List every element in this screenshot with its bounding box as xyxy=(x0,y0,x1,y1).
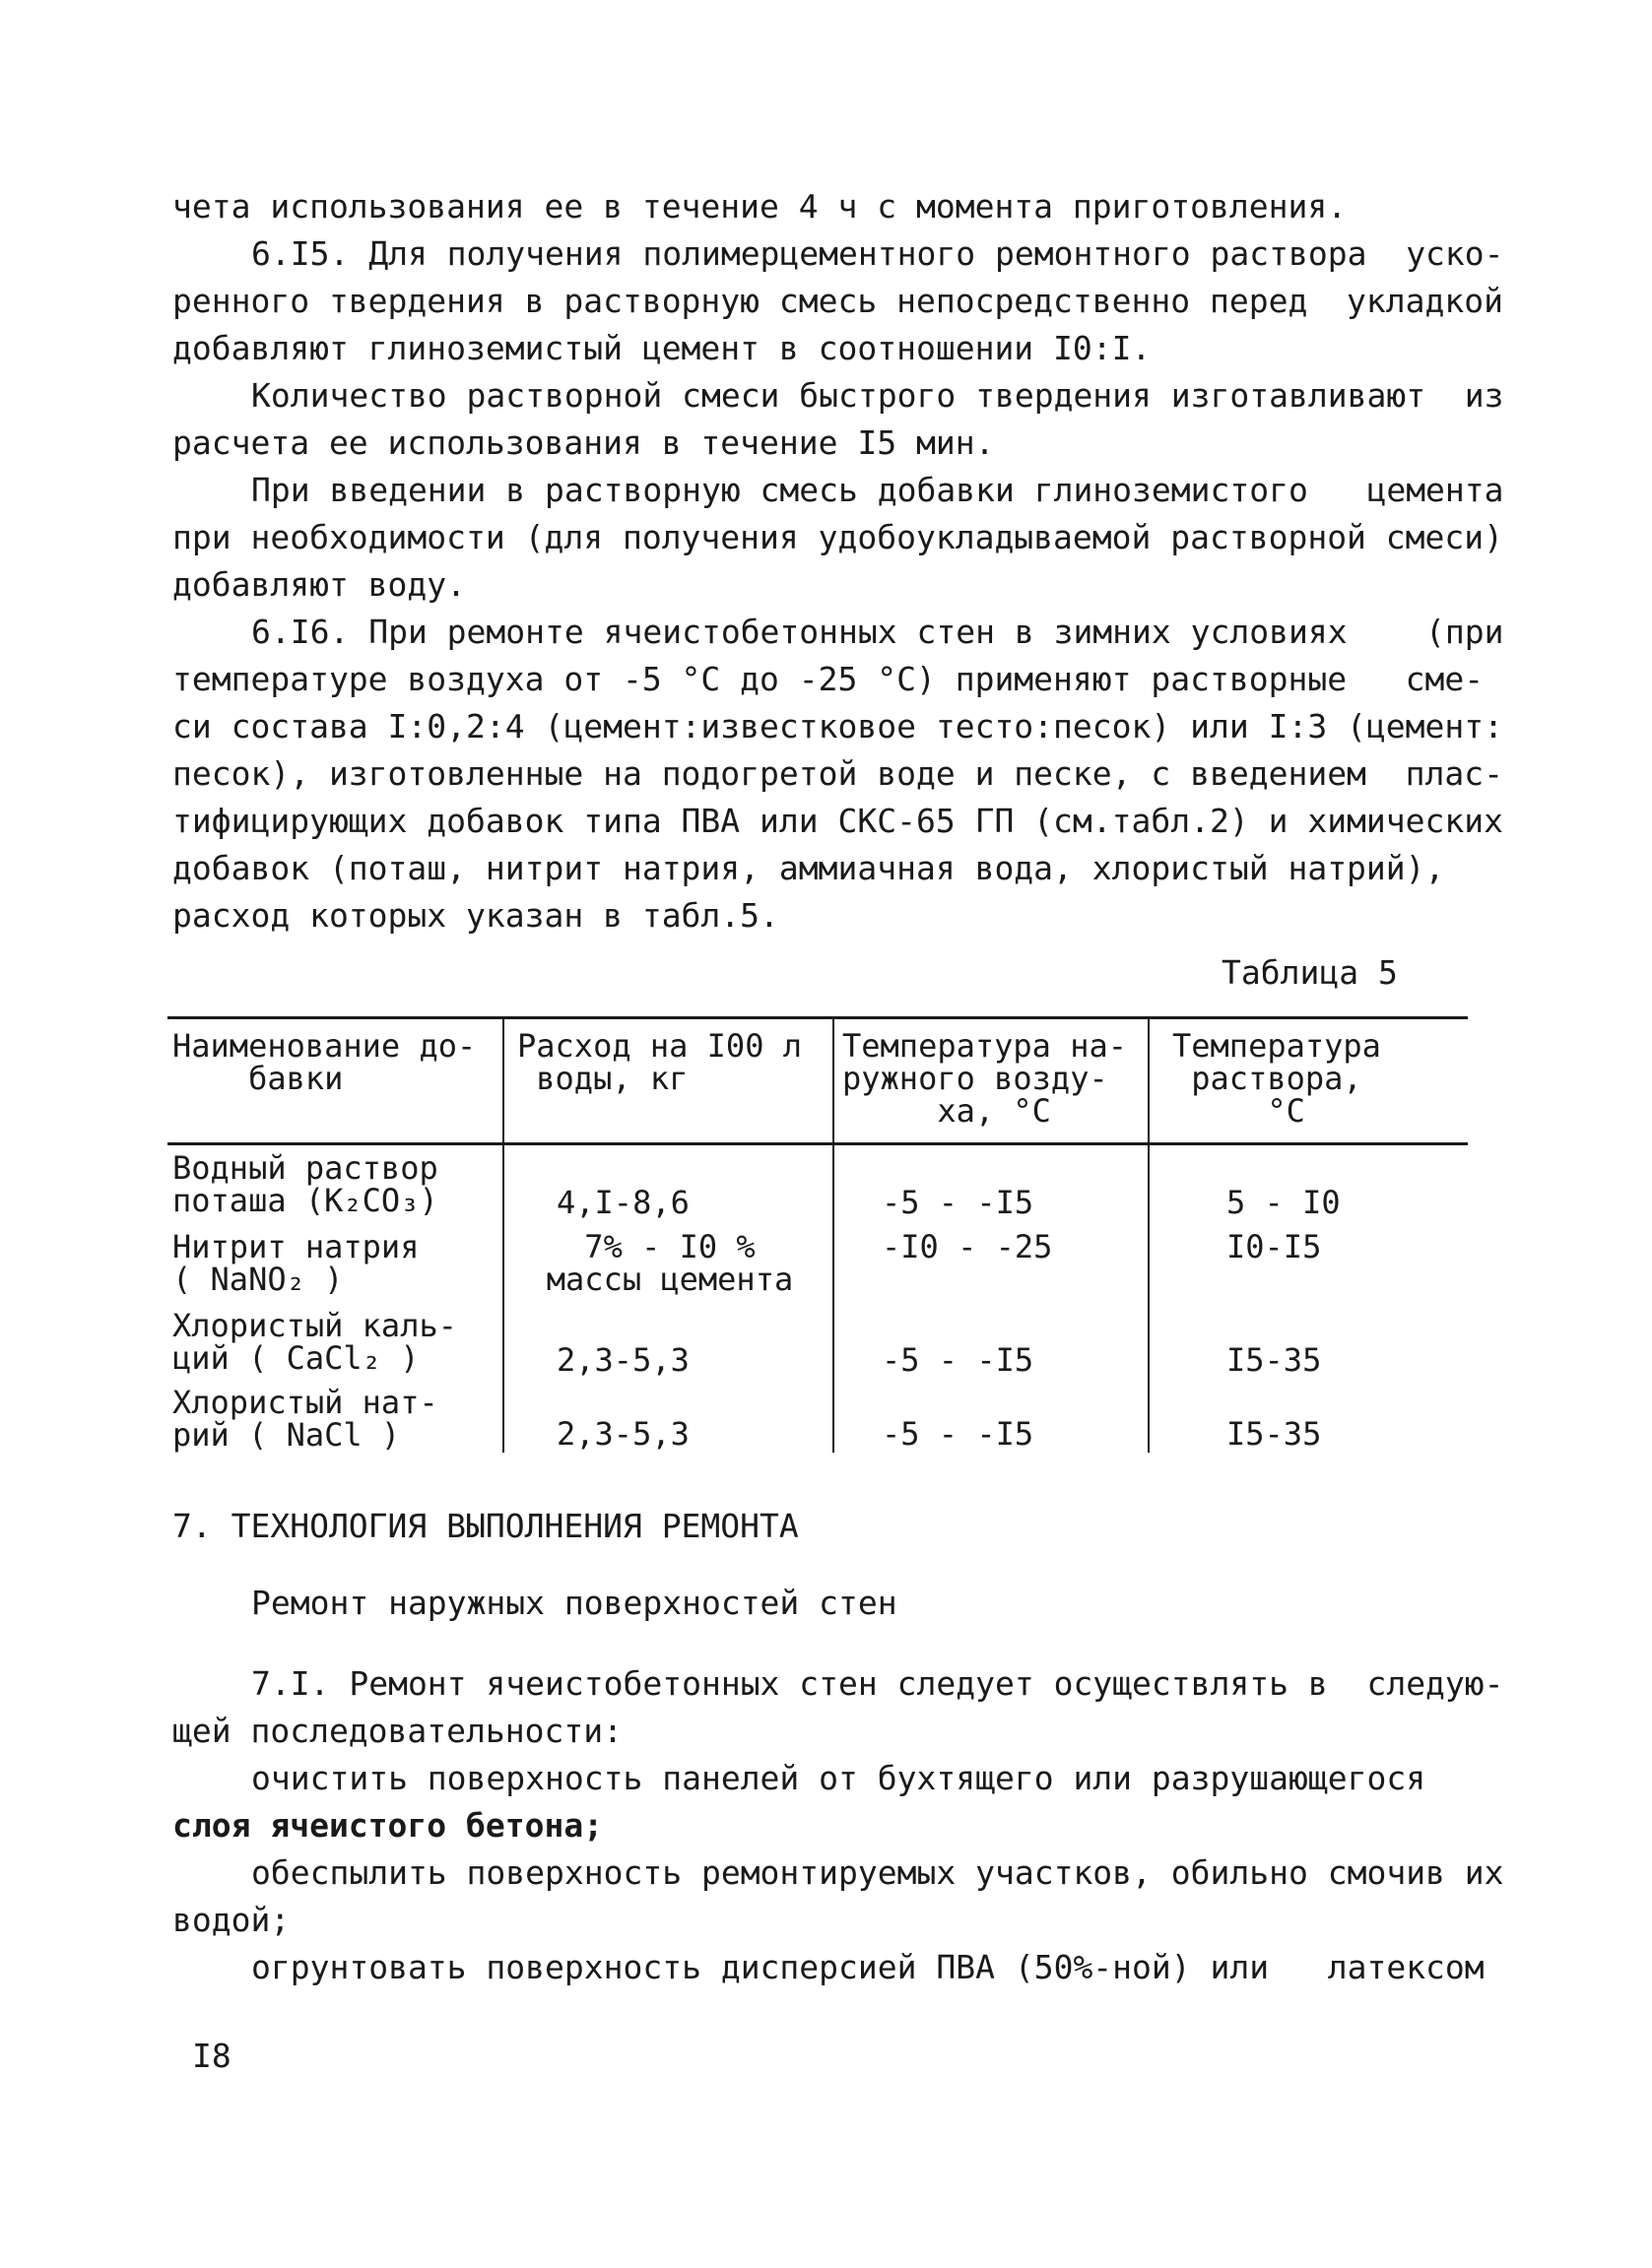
table-cell-air-temp: -I0 - -25 xyxy=(882,1228,1053,1265)
table-cell-solution-temp: I5-35 xyxy=(1226,1341,1322,1379)
text-line: ренного твердения в растворную смесь непосредственно перед укладкой xyxy=(172,282,1504,320)
text-line: си состава I:0,2:4 (цемент:известковое тесто:песок) или I:3 (цемент: xyxy=(172,707,1504,745)
page-number: I8 xyxy=(192,2037,231,2075)
text-line: 6.I5. Для получения полимерцементного ремонтного раствора уско- xyxy=(251,234,1504,273)
table-cell-consumption: 2,3-5,3 xyxy=(557,1415,690,1453)
text-line: тифицирующих добавок типа ПВА или СКС-65 ГП (см.табл.2) и химических xyxy=(172,802,1504,840)
text-line: Количество растворной смеси быстрого твердения изготавливают из xyxy=(251,376,1504,415)
section-heading: 7. ТЕХНОЛОГИЯ ВЫПОЛНЕНИЯ РЕМОНТА xyxy=(172,1507,799,1545)
text-line: 7.I. Ремонт ячеистобетонных стен следует осуществлять в следую- xyxy=(251,1664,1504,1703)
table-cell-air-temp: -5 - -I5 xyxy=(882,1184,1034,1221)
table-cell-consumption: 4,I-8,6 xyxy=(557,1184,690,1221)
table-header-cell: Температура раствора, °С xyxy=(1172,1027,1381,1130)
text-line: при необходимости (для получения удобоукладываемой растворной смеси) xyxy=(172,518,1504,556)
table-header-cell: Расход на I00 л воды, кг xyxy=(517,1027,802,1097)
text-line: песок), изготовленные на подогретой воде и песке, с введением плас- xyxy=(172,754,1504,793)
text-line: добавляют воду. xyxy=(172,565,467,604)
text-line: щей последовательности: xyxy=(172,1712,623,1750)
table-column-divider xyxy=(1148,1019,1150,1453)
table-header-rule xyxy=(167,1142,1468,1145)
text-line: расчета ее использования в течение I5 мин. xyxy=(172,423,995,462)
table-cell-air-temp: -5 - -I5 xyxy=(882,1341,1034,1379)
table-cell-air-temp: -5 - -I5 xyxy=(882,1415,1034,1453)
table-cell-name: Хлористый каль- ций ( CaCl₂ ) xyxy=(172,1307,457,1377)
table-header-cell: Температура на- ружного возду- ха, °С xyxy=(842,1027,1127,1130)
text-line: добавляют глиноземистый цемент в соотношении I0:I. xyxy=(172,329,1152,367)
text-line: огрунтовать поверхность дисперсией ПВА (50%-ной) или латексом xyxy=(251,1948,1485,1986)
table-column-divider xyxy=(832,1019,834,1453)
text-line: расход которых указан в табл.5. xyxy=(172,896,779,935)
table-cell-name: Водный раствор поташа (K₂CO₃) xyxy=(172,1149,438,1219)
text-line: добавок (поташ, нитрит натрия, аммиачная вода, хлористый натрий), xyxy=(172,849,1445,887)
text-line: слоя ячеистого бетона; xyxy=(172,1806,604,1845)
table-caption: Таблица 5 xyxy=(1222,953,1398,992)
text-line: чета использования ее в течение 4 ч с момента приготовления. xyxy=(172,187,1348,226)
table-header-cell: Наименование до- бавки xyxy=(172,1027,477,1097)
subheading: Ремонт наружных поверхностей стен xyxy=(251,1584,897,1622)
table-cell-consumption: 2,3-5,3 xyxy=(557,1341,690,1379)
text-line: водой; xyxy=(172,1901,291,1939)
text-line: 6.I6. При ремонте ячеистобетонных стен в зимних условиях (при xyxy=(251,613,1504,651)
table-cell-name: Хлористый нат- рий ( NaCl ) xyxy=(172,1384,438,1454)
table-top-rule xyxy=(167,1016,1468,1019)
text-line: обеспылить поверхность ремонтируемых участков, обильно смочив их xyxy=(251,1853,1504,1892)
table-cell-solution-temp: 5 - I0 xyxy=(1226,1184,1341,1221)
text-line: При введении в растворную смесь добавки глиноземистого цемента xyxy=(251,471,1504,509)
table-cell-solution-temp: I5-35 xyxy=(1226,1415,1322,1453)
table-cell-consumption: 7% - I0 % массы цемента xyxy=(546,1228,794,1298)
table-cell-name: Нитрит натрия ( NaNO₂ ) xyxy=(172,1228,420,1298)
text-line: очистить поверхность панелей от бухтящего или разрушающегося xyxy=(251,1759,1426,1797)
text-line: температуре воздуха от -5 °С до -25 °С) применяют растворные сме- xyxy=(172,660,1485,698)
table-cell-solution-temp: I0-I5 xyxy=(1226,1228,1322,1265)
table-column-divider xyxy=(502,1019,504,1453)
